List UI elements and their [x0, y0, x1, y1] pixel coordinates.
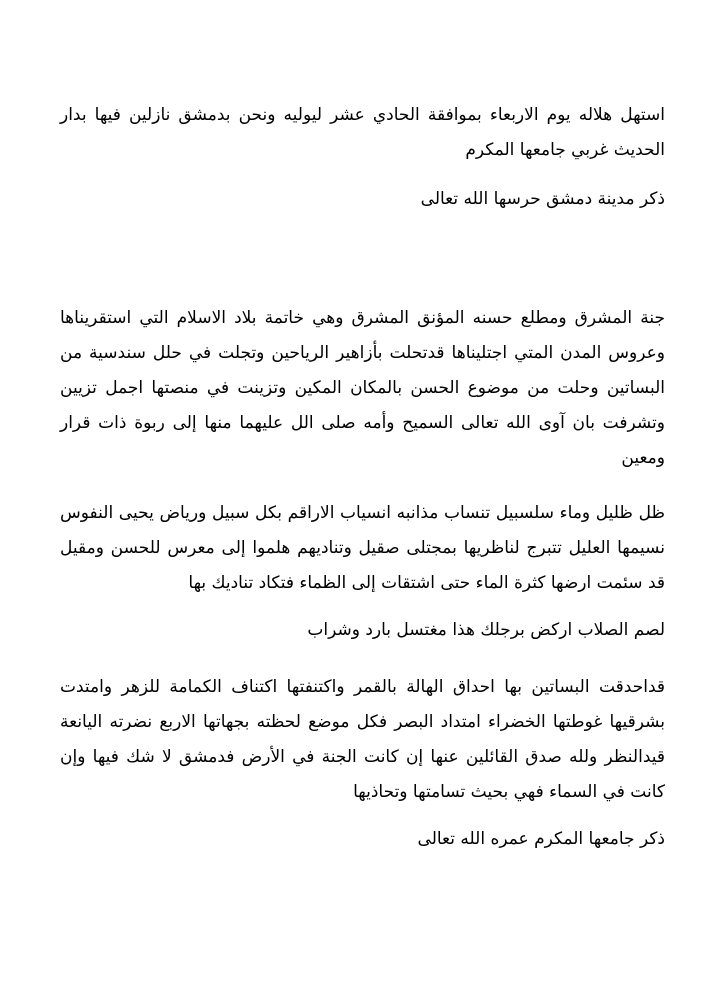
paragraph-garden-of-east: جنة المشرق ومطلع حسنه المؤنق المشرق وهي خاتمة بلاد الاسلام التي استقريناها وعروس المدن المتي اجتليناها قدتحلت بأزاهير الرياحين وتجلت في حلل سندسية من البساتين وحلت من موضوع الحسن بالمكان المكين وتزينت في منصتها اجمل تزيين وتشرفت بان آوى الله تعالى السميح وأمه صلى الل عليهما منها إلى ربوة ذات قرار ومعين [60, 308, 665, 468]
paragraph-shade-and-water: ظل ظليل وماء سلسبيل تنساب مذانبه انسياب الاراقم بكل سبيل ورياض يحيى النفوس نسيمها العليل تتبرج لناظريها بمجتلى صقيل وتناديهم هلموا إلى معرس للحسن ومقيل قد سئمت ارضها كثرة الماء حتى اشتقات إلى الظماء فتكاد تناديك بها [60, 503, 665, 593]
paragraph-orchards: قداحدقت البساتين بها احداق الهالة بالقمر واكتنفتها اكتناف الكمامة للزهر وامتدت بشرقيها غوطتها الخضراء امتداد البصر فكل موضع لحظته بجهاتها الاربع نضرته اليانعة قيدالنظر ولله صدق القائلين عنها إن كانت الجنة في الأرض فدمشق لا شك فيها وإن كانت في السماء فهي بحيث تسامتها وتحاذيها [60, 677, 665, 802]
paragraph-quote: لصم الصلاب اركض برجلك هذا مغتسل بارد وشراب [307, 620, 665, 640]
intro-paragraph: استهل هلاله يوم الاربعاء بموافقة الحادي عشر ليوليه ونحن بدمشق نازلين فيها بدار الحديث غربي جامعها المكرم [60, 105, 665, 160]
section-heading-mosque: ذكر جامعها المكرم عمره الله تعالى [417, 829, 665, 849]
document-page [60, 98, 665, 857]
section-heading-damascus: ذكر مدينة دمشق حرسها الله تعالى [420, 189, 665, 209]
